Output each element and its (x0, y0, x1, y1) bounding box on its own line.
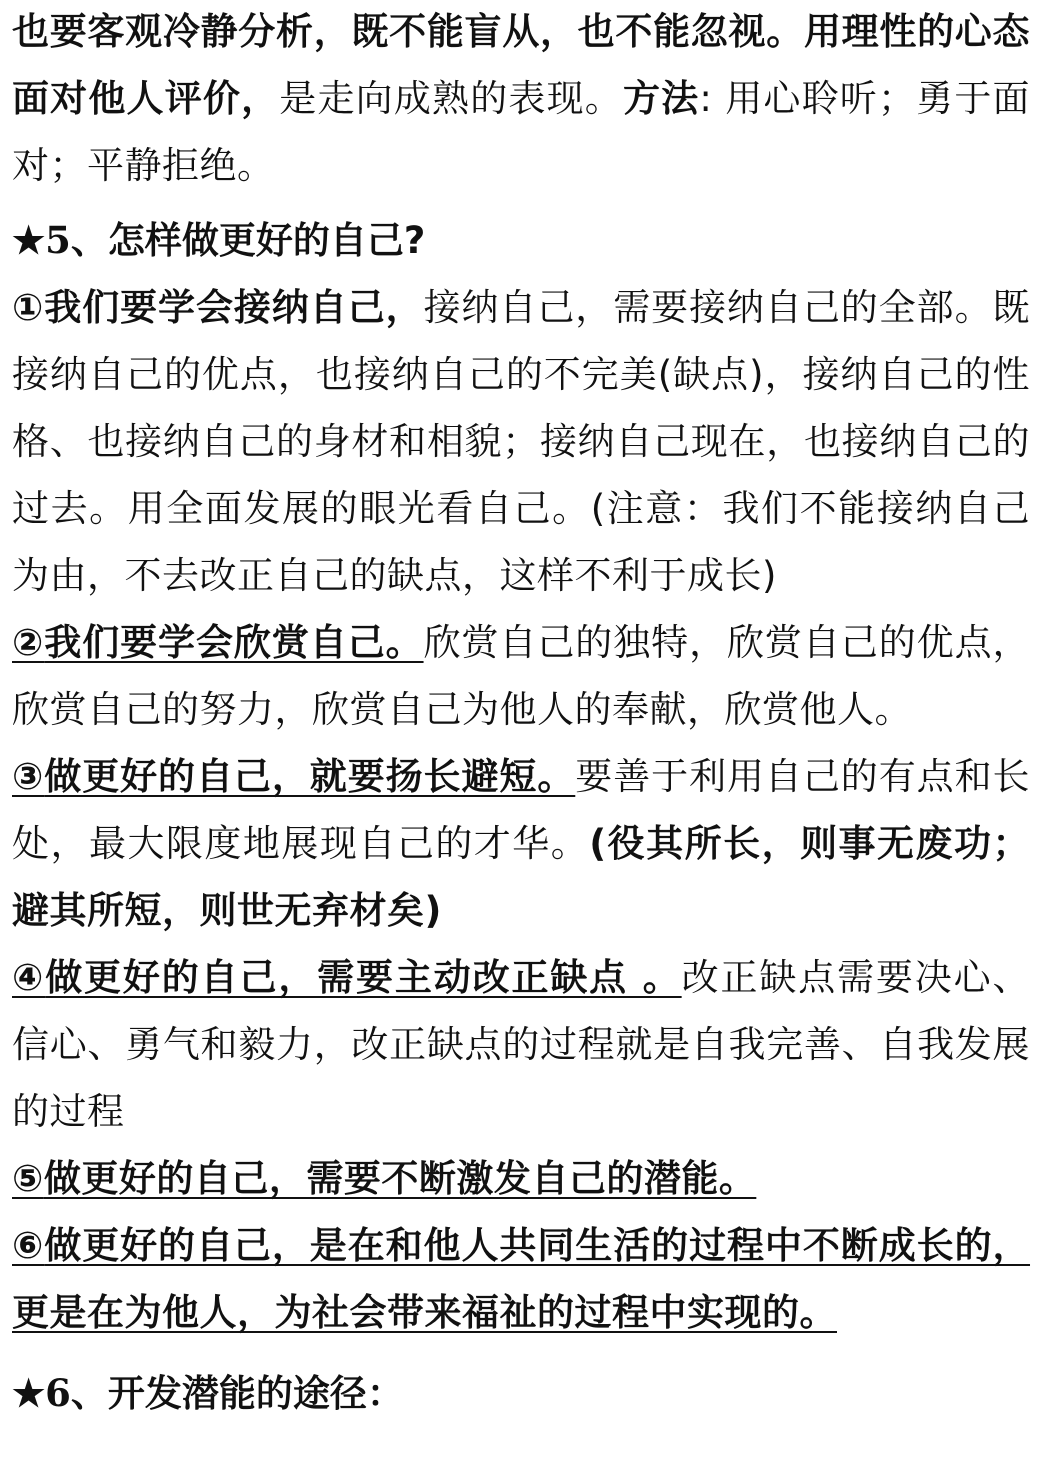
statement-text: 是走向成熟的表现。 (279, 77, 623, 120)
item-2 (12, 609, 1030, 743)
item-bold-text: 我们要学会接纳自己， (44, 286, 424, 329)
item-text: 要善于利用自己的有点和长处，最大限度地展现自己的才华。 (12, 755, 1031, 865)
item-bold-text: 做更好的自己，需要不断激发自己的潜能。 (43, 1157, 757, 1200)
bold-statement: 也要客观冷静分析，既不能盲从，也不能忽视。用理性的心态面对他人评价， (12, 10, 1030, 120)
heading-text: 、怎样做更好的自己? (70, 219, 426, 262)
item-text: 接纳自己，需要接纳自己的全部。既接纳自己的优点，也接纳自己的不完美(缺点)，接纳自己的性格、也接纳自己的身材和相貌；接纳自己现在，也接纳自己的过去。用全面发展的眼光看自己。(注意：我们不能接纳自己为由，不去改正自己的缺点，这样不利于成长) (12, 286, 1031, 597)
heading-text: 、开发潜能的途径： (70, 1372, 404, 1415)
item-6 (12, 1212, 1030, 1346)
item-bold-text: 做更好的自己，是在和他人共同生活的过程中不断成长的，更是在为他人，为社会带来福祉的过程中实现的。 (12, 1224, 1031, 1334)
item-bold-text: 我们要学会欣赏自己。 (44, 621, 424, 664)
section4-conclusion (12, 0, 1030, 199)
star-icon: ★ (12, 1371, 46, 1415)
item-text: 欣赏自己的独特，欣赏自己的优点，欣赏自己的努力，欣赏自己为他人的奉献，欣赏他人。 (12, 621, 1031, 731)
item-marker: ② (12, 621, 45, 664)
method-label: 方法 (622, 77, 700, 120)
item-marker: ⑤ (12, 1157, 44, 1200)
item-bold-tail: (役其所长，则事无废功；避其所短，则世无弃材矣) (12, 822, 1030, 932)
heading-5 (12, 207, 1030, 274)
item-marker: ① (12, 286, 45, 329)
item-5 (12, 1145, 1030, 1212)
item-1 (12, 274, 1030, 609)
item-marker: ③ (12, 755, 45, 798)
star-icon: ★ (12, 218, 46, 262)
heading-6 (12, 1360, 1030, 1427)
item-bold-text: 做更好的自己，就要扬长避短。 (44, 755, 576, 798)
heading-number: 5 (45, 218, 71, 262)
item-marker: ⑥ (12, 1224, 45, 1267)
heading-number: 6 (45, 1371, 71, 1415)
item-bold-text: 做更好的自己，需要主动改正缺点 。 (45, 956, 682, 999)
item-marker: ④ (12, 956, 46, 999)
item-text: 改正缺点需要决心、信心、勇气和毅力，改正缺点的过程就是自我完善、自我发展的过程 (12, 956, 1030, 1133)
item-3 (12, 743, 1030, 944)
method-text: : 用心聆听；勇于面对；平静拒绝。 (12, 77, 1031, 187)
item-4 (12, 944, 1030, 1145)
